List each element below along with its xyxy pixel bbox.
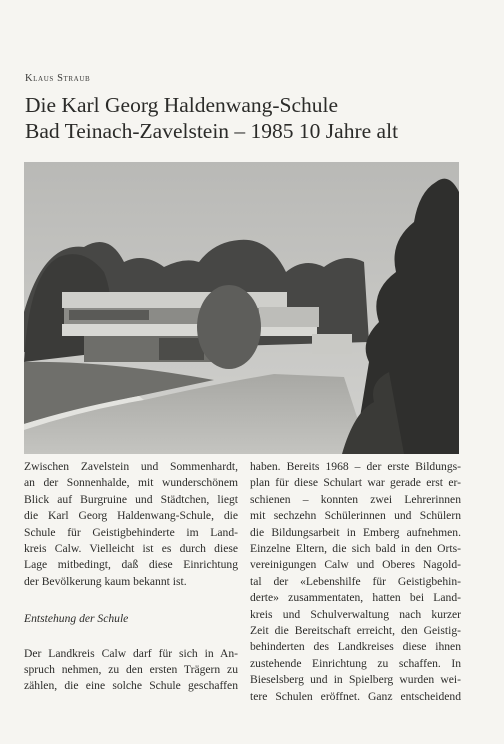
text-line: vereinigungen Calw und Oberes Nagold- [250, 558, 461, 572]
text-line: kreis Calw. Vielleicht ist es durch diese [24, 542, 238, 556]
text-line: die Karl Georg Haldenwang-Schule, die [24, 509, 238, 523]
text-line: zustehende Einrichtung zu schaffen. In [250, 656, 461, 670]
building-entrance [159, 338, 204, 360]
continuation-paragraph [250, 459, 461, 705]
photo-illustration [24, 162, 459, 454]
title-line-2: Bad Teinach-Zavelstein – 1985 10 Jahre alt [25, 119, 399, 143]
title-line-1: Die Karl Georg Haldenwang-Schule [25, 93, 339, 117]
history-paragraph [24, 646, 238, 695]
text-line: Schule für Geistigbehinderte im Land- [24, 525, 238, 539]
text-line: zählen, die eine solche Schule geschaffen [24, 679, 238, 693]
text-line: spruch nehmen, zu den ersten Trägern zu [24, 663, 238, 677]
text-line: Blick auf Burgruine und Städtchen, liegt [24, 492, 238, 506]
text-line: die Bildungsarbeit in Emberg aufnehmen. [250, 525, 461, 539]
author-name: Klaus Straub [25, 73, 91, 84]
text-line: plan für diese Schulart war gerade erst er- [250, 476, 461, 490]
left-column [24, 459, 238, 695]
text-line: Der Landkreis Calw darf für sich in An- [24, 646, 238, 660]
annex [259, 307, 319, 327]
section-subheading: Entstehung der Schule [24, 612, 129, 626]
text-line: tal der «Lebenshilfe für Geistigbehin- [250, 574, 461, 588]
text-line: schienen – konnten zwei Lehrerinnen [250, 492, 461, 506]
text-line: derte» zusammentaten, hatten bei Land- [250, 591, 461, 605]
text-line: behinderten des Landkreises diese ihnen [250, 640, 461, 654]
text-line: der Bevölkerung kaum bekannt ist. [24, 574, 187, 588]
article-title [25, 92, 485, 144]
intro-paragraph [24, 459, 238, 590]
right-column [250, 459, 461, 705]
text-line: Zeit die Bereitschaft erreicht, den Geistig- [250, 624, 461, 638]
text-line: haben. Bereits 1968 – der erste Bildungs- [250, 460, 461, 473]
text-line: kreis und Schulverwaltung nach kurzer [250, 607, 461, 621]
text-line: Lage mitbedingt, daß diese Einrichtung [24, 558, 238, 572]
text-line: an der Sonnenhalde, mit wunderschönem [24, 476, 238, 490]
building-windows [69, 310, 149, 320]
text-line: mit sechzehn Schülerinnen und Schülern [250, 509, 461, 523]
text-line: Zwischen Zavelstein und Sommenhardt, [24, 460, 238, 473]
center-bush [197, 285, 261, 369]
text-line: Einzelne Eltern, die sich bald in den Orts- [250, 542, 461, 556]
school-photo [24, 162, 459, 454]
text-line: tere Schulen eröffnet. Ganz entscheidend [250, 689, 461, 703]
text-line: Bieselsberg und in Spielberg wurden wei- [250, 673, 461, 687]
garage [312, 334, 352, 354]
